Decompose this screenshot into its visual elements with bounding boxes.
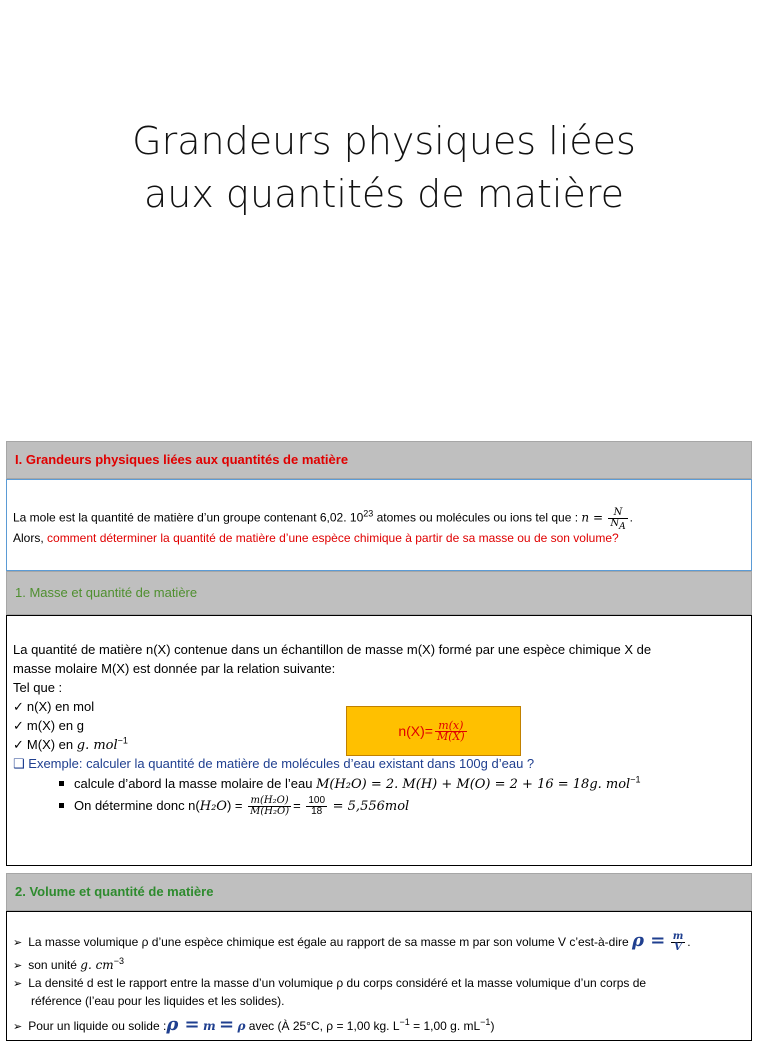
volume-section-box <box>6 911 752 1041</box>
square-bullet-icon <box>59 803 64 808</box>
unit-item-m-text: m(X) en g <box>26 718 84 733</box>
example-text: Exemple: calculer la quantité de matière de molécules d’eau existant dans 100g d’eau ? <box>28 756 535 771</box>
volume-line5-d: = 1,00 g. mL <box>413 1019 481 1033</box>
arrow-bullet-icon: ➢ <box>13 937 23 949</box>
step2-eq: = <box>293 797 301 813</box>
mass-para-line1: La quantité de matière n(X) contenue dans un échantillon de masse m(X) formé par une espèce chimique X de <box>13 642 652 657</box>
volume-line1-text: La masse volumique ρ d’une espèce chimique est égale au rapport de sa masse m par son volume V c’est-à-dire <box>28 935 633 949</box>
volume-line1 <box>13 932 691 953</box>
mass-formula-den: M(X) <box>436 729 465 743</box>
volume-line2-text: son unité <box>28 958 81 972</box>
unit-item-n-text: n(X) en mol <box>26 699 95 714</box>
volume-line5-num1: m <box>202 1019 216 1033</box>
volume-line1-den: V <box>674 942 682 954</box>
example-step2 <box>59 796 409 817</box>
volume-line5-e: ) <box>490 1019 495 1033</box>
volume-line1-end: . <box>687 935 691 949</box>
mass-formula-num: m(x) <box>435 721 467 732</box>
mole-text-b: atomes ou molécules ou ions tel que : <box>373 510 579 525</box>
checkbox-icon: ❑ <box>13 756 25 771</box>
section-header-main <box>6 441 752 479</box>
step2-fraction2 <box>306 796 327 817</box>
unit-item-M <box>13 736 128 755</box>
mole-formula-den: N <box>610 518 620 529</box>
volume-line1-rho: ρ = <box>632 930 666 951</box>
volume-line1-fraction <box>671 932 686 953</box>
step2-num2: 100 <box>308 795 326 806</box>
arrow-bullet-icon: ➢ <box>13 978 23 990</box>
slide-title <box>0 115 768 221</box>
volume-line2-exp: −3 <box>113 956 124 966</box>
step2-num: m(H₂O) <box>248 796 291 807</box>
mass-formula-box <box>346 706 521 756</box>
example-step1 <box>59 775 640 794</box>
check-icon: ✓ <box>13 718 24 733</box>
volume-line1-num: m <box>672 931 684 943</box>
tel-que-label: Tel que : <box>13 680 63 695</box>
volume-line3-text: La densité d est le rapport entre la masse d’un volumique ρ du corps considéré et la masse volumique d’un corps de <box>28 976 647 990</box>
volume-line2-unit: g. cm <box>80 958 114 972</box>
volume-line3 <box>13 974 646 993</box>
step2-text: On détermine donc n( <box>74 797 200 813</box>
mass-formula-lhs: n(X)= <box>398 723 433 739</box>
volume-line5-rho: ρ = <box>166 1014 200 1035</box>
example-line <box>13 755 534 773</box>
unit-item-n <box>13 698 94 716</box>
volume-line5-b: avec (À 25°C, ρ <box>248 1019 334 1033</box>
check-icon: ✓ <box>13 699 24 714</box>
step2-den: M(H₂O) <box>250 806 290 817</box>
arrow-bullet-icon: ➢ <box>13 1021 23 1033</box>
section-header-volume-text: 2. Volume et quantité de matière <box>15 884 214 899</box>
alors-line <box>13 529 619 547</box>
mole-text-a: La mole est la quantité de matière d’un groupe contenant 6,02. 10 <box>13 510 364 525</box>
volume-line5-exp2: −1 <box>480 1017 491 1027</box>
mole-formula-end: . <box>629 510 633 525</box>
volume-line5-num2: ρ <box>237 1019 246 1033</box>
volume-line5-c: = 1,00 kg. L <box>336 1019 400 1033</box>
volume-line5 <box>13 1016 494 1036</box>
step1-exp: −1 <box>630 774 641 785</box>
mole-exponent: 23 <box>363 508 374 519</box>
mass-para-line2: masse molaire M(X) est donnée par la relation suivante: <box>13 661 336 676</box>
step2-fraction <box>248 796 291 817</box>
unit-item-M-exp: −1 <box>117 735 128 746</box>
volume-line5-eq: = <box>219 1014 235 1035</box>
volume-line4: référence (l’eau pour les liquides et les solides). <box>31 994 285 1008</box>
mass-formula-fraction <box>435 718 467 743</box>
mole-formula-lhs: n = <box>581 510 604 525</box>
section-header-volume <box>6 873 752 911</box>
step1-text: calcule d’abord la masse molaire de l’eau <box>74 776 317 791</box>
check-icon: ✓ <box>13 737 24 752</box>
unit-item-M-text: M(X) en <box>26 737 77 752</box>
step2-result: = 5,556mol <box>332 798 410 814</box>
mole-definition-box <box>6 479 752 571</box>
volume-line5-text: Pour un liquide ou solide : <box>28 1019 167 1033</box>
step1-math: M(H₂O) = 2. M(H) + M(O) = 2 + 16 = 18g. mol <box>316 777 631 792</box>
unit-item-M-unit: g. mol <box>76 738 118 753</box>
mole-formula-den-sub: A <box>619 522 626 532</box>
alors-prefix: Alors, <box>13 531 48 545</box>
alors-question: comment déterminer la quantité de matière d’une espèce chimique à partir de sa masse ou de son volume? <box>47 531 619 545</box>
volume-line5-exp1: −1 <box>399 1017 410 1027</box>
mass-section-box <box>6 615 752 866</box>
mole-formula-fraction <box>608 507 627 532</box>
step2-species: H₂O <box>199 798 227 814</box>
section-header-main-text: I. Grandeurs physiques liées aux quantités de matière <box>15 452 349 467</box>
section-header-mass <box>6 571 752 615</box>
mole-definition-line <box>13 507 633 532</box>
mole-formula-num: N <box>608 508 627 519</box>
section-header-mass-text: 1. Masse et quantité de matière <box>15 585 198 600</box>
square-bullet-icon <box>59 781 64 786</box>
volume-line2 <box>13 956 124 975</box>
step2-den2: 18 <box>311 806 323 817</box>
step2-close: ) = <box>226 797 243 813</box>
arrow-bullet-icon: ➢ <box>13 960 23 972</box>
slide-title-line2: aux quantités de matière <box>143 172 624 216</box>
unit-item-m <box>13 717 84 735</box>
slide-title-line1: Grandeurs physiques liées <box>132 119 636 163</box>
